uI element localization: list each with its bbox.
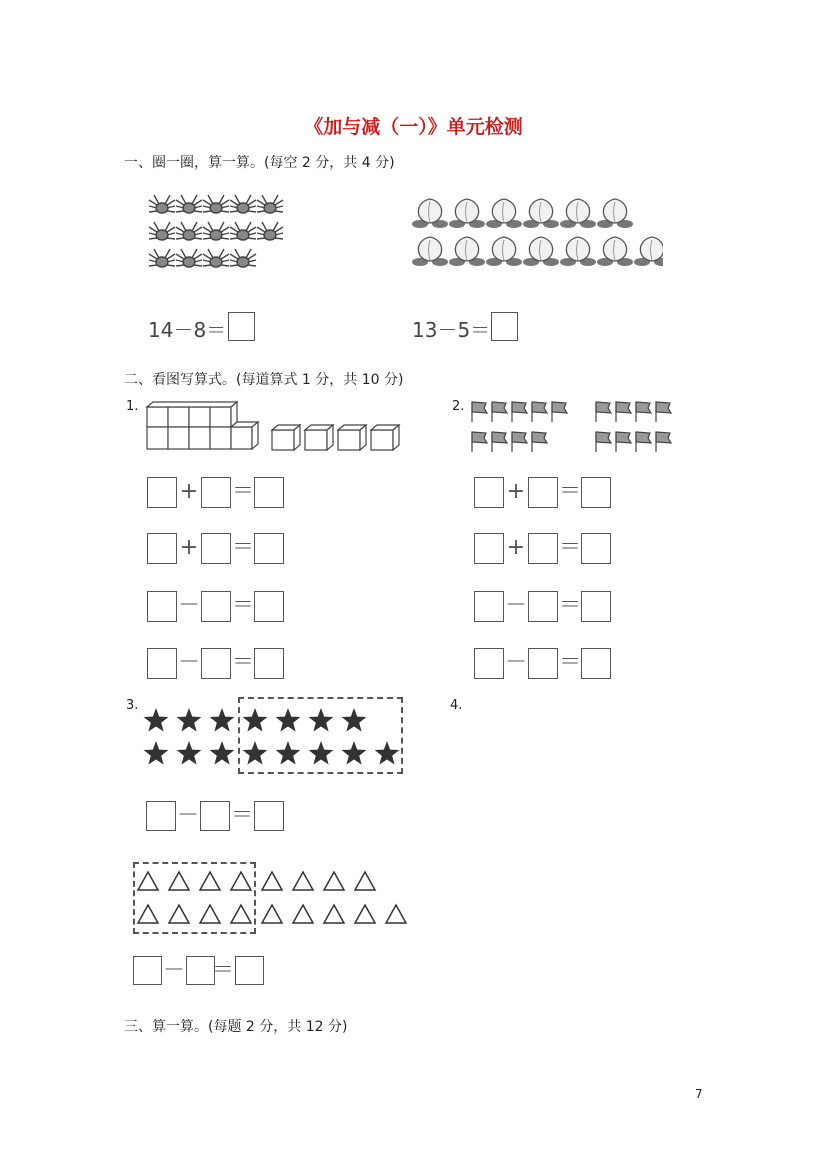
crab-icon: [230, 195, 256, 213]
p1-row3-operator: －: [177, 593, 200, 618]
p1-row4-operator: －: [177, 650, 200, 675]
crab-icon: [203, 195, 229, 213]
flag-icon: [532, 432, 547, 452]
flag-icon: [512, 402, 527, 422]
flag-icon: [552, 402, 567, 422]
triangle-icon: [355, 872, 375, 890]
triangle-icon: [293, 872, 313, 890]
p1-row4-box-3[interactable]: [254, 648, 284, 679]
p1-row2-box-2[interactable]: [201, 533, 231, 564]
stars-dashed-circle: [238, 697, 403, 774]
page-number: 7: [695, 1087, 703, 1101]
p1-row1-box-3[interactable]: [254, 477, 284, 508]
p1-row2-box-1[interactable]: [147, 533, 177, 564]
crab-icon: [176, 195, 202, 213]
peach-icon: [486, 199, 522, 228]
p2-row3-box-2[interactable]: [528, 591, 558, 622]
crab-icon: [203, 222, 229, 240]
p4-equals: ＝: [211, 958, 234, 983]
p2-row1-box-3[interactable]: [581, 477, 611, 508]
p2-row3-equals: ＝: [558, 593, 581, 618]
p1-row4-equals: ＝: [231, 650, 254, 675]
answer-box-left[interactable]: [228, 312, 255, 341]
p1-row2-box-3[interactable]: [254, 533, 284, 564]
page-title: 《加与减（一）》单元检测: [304, 116, 523, 138]
p3-equals: ＝: [230, 803, 253, 828]
p1-row1-box-2[interactable]: [201, 477, 231, 508]
p3-box-3[interactable]: [254, 801, 284, 831]
p1-row3-box-1[interactable]: [147, 591, 177, 622]
peach-icon: [449, 237, 485, 266]
flags-illustration: [470, 398, 680, 460]
problem-1-label: 1.: [126, 399, 139, 414]
triangle-icon: [262, 905, 282, 923]
p1-row1-equals: ＝: [231, 479, 254, 504]
peach-icon: [597, 199, 633, 228]
answer-box-right[interactable]: [491, 312, 518, 341]
flag-icon: [472, 432, 487, 452]
p2-row2-equals: ＝: [558, 535, 581, 560]
p2-row1-box-1[interactable]: [474, 477, 504, 508]
peach-icon: [560, 237, 596, 266]
flag-icon: [492, 402, 507, 422]
section-3-heading: 三、算一算。(每题 2 分，共 12 分): [124, 1019, 348, 1035]
crab-icon: [257, 222, 283, 240]
p4-operator-minus: －: [162, 958, 185, 983]
peach-icon: [412, 199, 448, 228]
crab-cluster-illustration: [148, 190, 298, 280]
flag-icon: [656, 402, 671, 422]
flag-icon: [616, 402, 631, 422]
p2-row1-box-2[interactable]: [528, 477, 558, 508]
star-icon: [177, 708, 202, 732]
p1-row1-box-1[interactable]: [147, 477, 177, 508]
flag-icon: [656, 432, 671, 452]
flag-icon: [636, 402, 651, 422]
crab-icon: [149, 195, 175, 213]
p2-row4-equals: ＝: [558, 650, 581, 675]
expression-left: 14－8＝: [148, 318, 227, 342]
crab-icon: [176, 222, 202, 240]
p2-row3-operator: －: [504, 593, 527, 618]
p3-operator-minus: －: [176, 803, 199, 828]
section-2-heading: 二、看图写算式。(每道算式 1 分，共 10 分): [124, 372, 404, 388]
p1-row3-box-3[interactable]: [254, 591, 284, 622]
problem-3-label: 3.: [126, 698, 139, 713]
p2-row2-operator: +: [506, 535, 526, 560]
flag-icon: [472, 402, 487, 422]
peach-icon: [523, 199, 559, 228]
crab-icon: [230, 222, 256, 240]
star-icon: [210, 741, 235, 765]
expression-right: 13－5＝: [412, 318, 491, 342]
p2-row1-equals: ＝: [558, 479, 581, 504]
crab-icon: [257, 195, 283, 213]
p2-row3-box-3[interactable]: [581, 591, 611, 622]
cubes-illustration: [145, 401, 405, 455]
crab-icon: [176, 249, 202, 267]
flag-icon: [596, 402, 611, 422]
p3-box-2[interactable]: [200, 801, 230, 831]
p2-row4-box-2[interactable]: [528, 648, 558, 679]
p2-row4-box-3[interactable]: [581, 648, 611, 679]
p1-row3-equals: ＝: [231, 593, 254, 618]
p1-row4-box-2[interactable]: [201, 648, 231, 679]
peach-icon: [523, 237, 559, 266]
p2-row2-box-2[interactable]: [528, 533, 558, 564]
p1-row4-box-1[interactable]: [147, 648, 177, 679]
crab-icon: [230, 249, 256, 267]
triangle-icon: [293, 905, 313, 923]
peach-icon: [412, 237, 448, 266]
crab-icon: [149, 222, 175, 240]
p2-row2-box-1[interactable]: [474, 533, 504, 564]
star-icon: [144, 708, 169, 732]
p3-box-1[interactable]: [146, 801, 176, 831]
p1-row3-box-2[interactable]: [201, 591, 231, 622]
star-icon: [144, 741, 169, 765]
triangle-icon: [324, 872, 344, 890]
p1-row2-operator: +: [179, 535, 199, 560]
p2-row4-box-1[interactable]: [474, 648, 504, 679]
flag-icon: [616, 432, 631, 452]
triangle-icon: [262, 872, 282, 890]
triangles-dashed-circle: [133, 862, 256, 934]
problem-4-label: 4.: [450, 698, 463, 713]
triangle-icon: [355, 905, 375, 923]
peach-group-illustration: [408, 192, 663, 277]
peach-icon: [449, 199, 485, 228]
flag-icon: [636, 432, 651, 452]
p2-row3-box-1[interactable]: [474, 591, 504, 622]
flag-icon: [596, 432, 611, 452]
flag-icon: [492, 432, 507, 452]
p4-box-1[interactable]: [133, 956, 162, 985]
flag-icon: [512, 432, 527, 452]
section-1-heading: 一、圈一圈，算一算。(每空 2 分，共 4 分): [124, 155, 395, 171]
crab-icon: [149, 249, 175, 267]
p1-row2-equals: ＝: [231, 535, 254, 560]
star-icon: [177, 741, 202, 765]
crab-icon: [203, 249, 229, 267]
flag-icon: [532, 402, 547, 422]
p4-box-3[interactable]: [235, 956, 264, 985]
p2-row4-operator: －: [504, 650, 527, 675]
triangle-icon: [386, 905, 406, 923]
peach-icon: [560, 199, 596, 228]
peach-icon: [634, 237, 663, 266]
star-icon: [210, 708, 235, 732]
p1-row1-operator: +: [179, 479, 199, 504]
problem-2-label: 2.: [452, 399, 465, 414]
p2-row2-box-3[interactable]: [581, 533, 611, 564]
peach-icon: [486, 237, 522, 266]
p2-row1-operator: +: [506, 479, 526, 504]
triangle-icon: [324, 905, 344, 923]
peach-icon: [597, 237, 633, 266]
